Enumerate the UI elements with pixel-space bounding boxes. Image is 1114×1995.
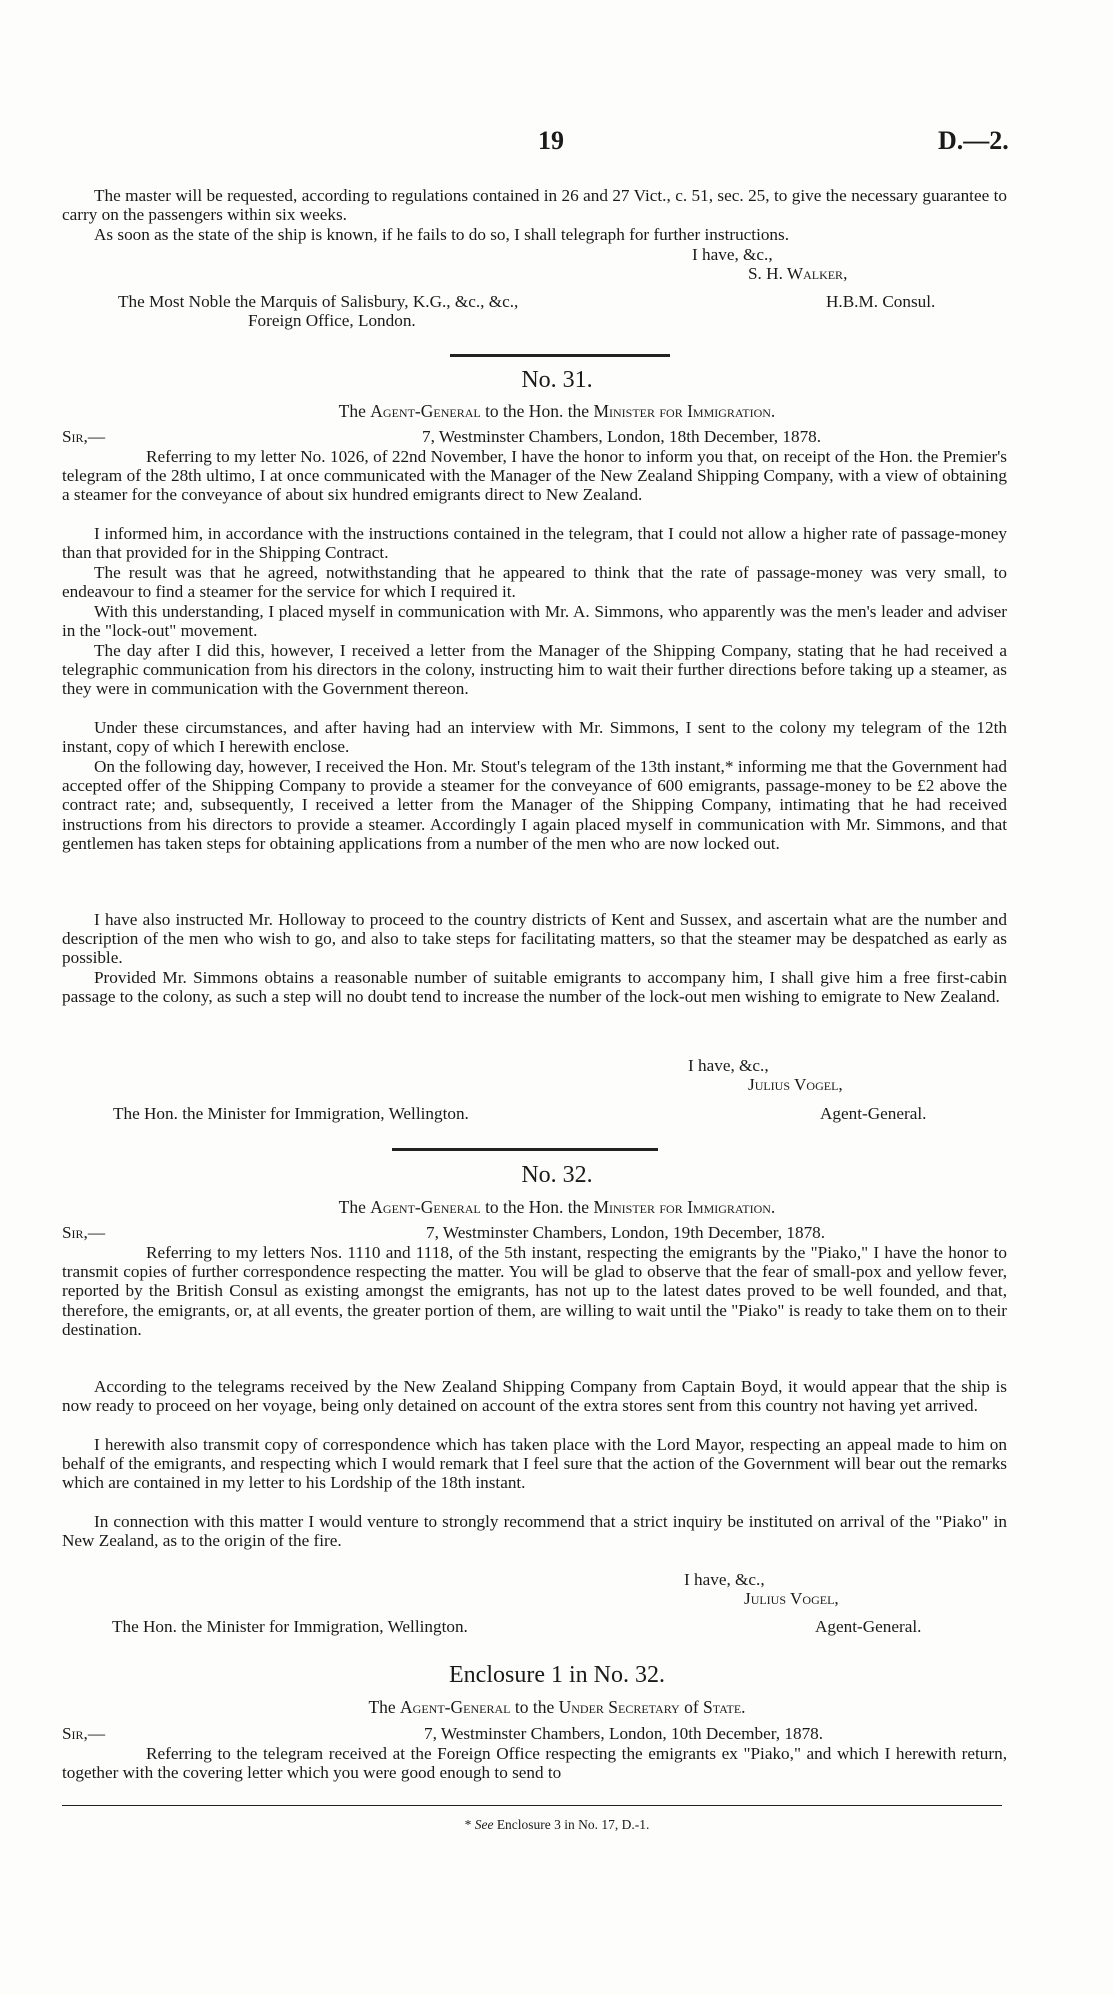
paragraph: I informed him, in accordance with the instructions contained in the telegram, that I could not allow a higher rate of passage-money than that provided for in the Shipping Contract. [62, 524, 1007, 563]
paragraph: I have also instructed Mr. Holloway to proceed to the country districts of Kent and Sussex, and ascertain what are the number and description of the men who wish to go, and also to take steps for facilitating matters, so that the steamer may be despatched as early as possible. [62, 910, 1007, 968]
footnote-rule [62, 1805, 1002, 1806]
page-number: 19 [538, 126, 564, 155]
paragraph: Referring to the telegram received at the Foreign Office respecting the emigrants ex "Piako," and which I herewith return, together with the covering letter which you were good enough to send to [62, 1744, 1007, 1783]
paragraph: The master will be requested, according to regulations contained in 26 and 27 Vict., c. 51, sec. 25, to give the necessary guarantee to carry on the passengers within six weeks. [62, 186, 1007, 225]
closing: I have, &c., [684, 1570, 765, 1589]
addressee-line-2: Foreign Office, London. [248, 311, 416, 330]
document-reference: D.—2. [938, 126, 1009, 155]
paragraph: Referring to my letters Nos. 1110 and 1118, of the 5th instant, respecting the emigrants by the "Piako," I have the honor to transmit copies of further correspondence respecting the matter. You will be glad to observe that the fear of small-pox and yellow fever, reported by the British Consul as existing amongst the emigrants, has not up to the latest dates proved to be well founded, and that, therefore, the emigrants, or, at all events, the greater portion of them, are willing to wait until the "Piako" is ready to take them on to their destination. [62, 1243, 1007, 1339]
letter-heading [0, 1197, 1114, 1218]
salutation: Sir,— [62, 427, 106, 446]
divider [392, 1148, 658, 1151]
paragraph: On the following day, however, I received the Hon. Mr. Stout's telegram of the 13th instant,* informing me that the Government had accepted offer of the Shipping Company to provide a steamer for the conveyance of 600 emigrants, passage-money to be £2 above the contract rate; and, subsequently, I received a letter from the Manager of the Shipping Company, intimating that he had received instructions from his directors to provide a steamer. Accordingly I again placed myself in communication with Mr. Simmons, and that gentlemen has taken steps for obtaining applications from a number of the men who are now locked out. [62, 757, 1007, 853]
paragraph: The result was that he agreed, notwithstanding that he appeared to think that the rate of passage-money was very small, to endeavour to find a steamer for the service for which I required it. [62, 563, 1007, 602]
letter-number: No. 31. [521, 367, 593, 393]
letter-address: 7, Westminster Chambers, London, 18th December, 1878. [422, 427, 822, 446]
letter-address: 7, Westminster Chambers, London, 10th December, 1878. [424, 1724, 824, 1743]
heading-recipient: Minister for Immigration. [593, 401, 776, 421]
heading-text: to the Hon. the [480, 401, 594, 421]
paragraph: Referring to my letter No. 1026, of 22nd November, I have the honor to inform you that, on receipt of the Hon. the Premier's telegram of the 28th ultimo, I at once communicated with the Manager of the New Zealand Shipping Company, with a view of obtaining a steamer for the conveyance of about six hundred emigrants direct to New Zealand. [62, 447, 1007, 505]
footnote [0, 1817, 1114, 1833]
divider [450, 354, 670, 357]
paragraph: In connection with this matter I would venture to strongly recommend that a strict inquiry be instituted on arrival of the "Piako" in New Zealand, as to the origin of the fire. [62, 1512, 1007, 1551]
paragraph: According to the telegrams received by the New Zealand Shipping Company from Captain Boyd, it would appear that the ship is now ready to proceed on her voyage, being only detained on account of the extra stores sent from this country not having yet arrived. [62, 1377, 1007, 1416]
addressee: The Hon. the Minister for Immigration, Wellington. [112, 1617, 468, 1636]
signatory: Julius Vogel, [748, 1075, 843, 1094]
footnote-text: Enclosure 3 in No. 17, D.-1. [493, 1817, 650, 1832]
closing: I have, &c., [692, 245, 773, 264]
letter-address: 7, Westminster Chambers, London, 19th December, 1878. [426, 1223, 826, 1242]
enclosure-title: Enclosure 1 in No. 32. [449, 1662, 665, 1688]
heading-text: The [368, 1697, 401, 1717]
heading-text: of [679, 1697, 704, 1717]
footnote-marker: * [464, 1817, 475, 1832]
salutation: Sir,— [62, 1724, 106, 1743]
paragraph: I herewith also transmit copy of correspondence which has taken place with the Lord Mayor, respecting an appeal made to him on behalf of the emigrants, and respecting which I would remark that I feel sure that the action of the Government will bear out the remarks which are contained in my letter to his Lordship of the 18th instant. [62, 1435, 1007, 1493]
addressee: The Most Noble the Marquis of Salisbury, K.G., &c., &c., [118, 292, 519, 311]
paragraph: Under these circumstances, and after having had an interview with Mr. Simmons, I sent to the colony my telegram of the 12th instant, copy of which I herewith enclose. [62, 718, 1007, 757]
enclosure-heading [0, 1697, 1114, 1718]
signatory-title: H.B.M. Consul. [826, 292, 936, 311]
heading-text: The [338, 1197, 371, 1217]
addressee: The Hon. the Minister for Immigration, Wellington. [113, 1104, 469, 1123]
letter-number: No. 32. [521, 1162, 593, 1188]
heading-text: to the [510, 1697, 559, 1717]
closing: I have, &c., [688, 1056, 769, 1075]
heading-recipient: Under Secretary [558, 1697, 680, 1717]
paragraph: With this understanding, I placed myself in communication with Mr. A. Simmons, who apparently was the men's leader and adviser in the "lock-out" movement. [62, 602, 1007, 641]
heading-sender: Agent-General [370, 401, 481, 421]
paragraph: The day after I did this, however, I received a letter from the Manager of the Shipping Company, stating that he had received a telegraphic communication from his directors in the colony, instructing him to wait their further directions before taking up a steamer, as they were in communication with the Government thereon. [62, 641, 1007, 699]
signatory-title: Agent-General. [820, 1104, 927, 1123]
signatory-title: Agent-General. [815, 1617, 922, 1636]
heading-sender: Agent-General [370, 1197, 481, 1217]
footnote-see: See [474, 1817, 494, 1832]
heading-sender: Agent-General [400, 1697, 511, 1717]
heading-text: The [338, 401, 371, 421]
heading-text: to the Hon. the [480, 1197, 594, 1217]
paragraph: Provided Mr. Simmons obtains a reasonable number of suitable emigrants to accompany him, I shall give him a free first-cabin passage to the colony, as such a step will no doubt tend to increase the number of the lock-out men wishing to emigrate to New Zealand. [62, 968, 1007, 1007]
salutation: Sir,— [62, 1223, 106, 1242]
paragraph: As soon as the state of the ship is known, if he fails to do so, I shall telegraph for further instructions. [94, 225, 790, 244]
signatory: Julius Vogel, [744, 1589, 839, 1608]
signatory: S. H. Walker, [748, 264, 848, 283]
heading-recipient-office: State. [703, 1697, 746, 1717]
letter-heading [0, 401, 1114, 422]
heading-recipient: Minister for Immigration. [593, 1197, 776, 1217]
